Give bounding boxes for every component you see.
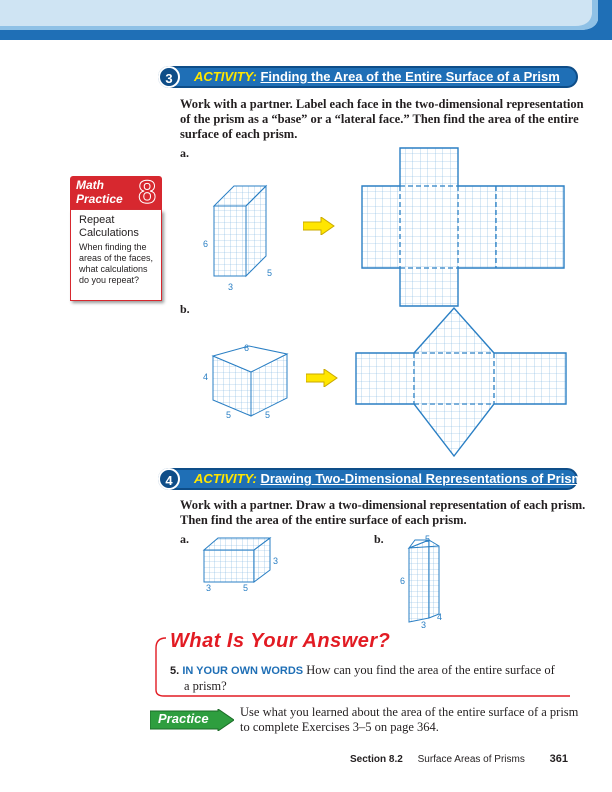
- math-practice-number: 8: [138, 174, 156, 210]
- activity-3-keyword: ACTIVITY:: [194, 69, 257, 84]
- activity-3-number: 3: [158, 66, 180, 88]
- dim-4b-side: 4: [437, 612, 443, 622]
- activity-3-instructions-line1: Work with a partner. Label each face in the two-dimensional representation: [180, 97, 584, 111]
- dim-4a-length: 5: [243, 583, 249, 593]
- practice-button-label: Practice: [158, 711, 209, 726]
- activity-4-instructions-line1: Work with a partner. Draw a two-dimensional representation of each prism.: [180, 498, 586, 512]
- dim-4a-depth: 3: [206, 583, 212, 593]
- dim-3a-width: 3: [228, 282, 234, 292]
- math-practice-header: [70, 176, 162, 210]
- activity-3-part-a-label: a.: [180, 146, 189, 160]
- math-practice-description: When finding the areas of the faces, what calculations do you repeat?: [79, 242, 154, 285]
- what-is-your-answer-section: [152, 630, 572, 702]
- activity-4-instructions-line2: Then find the area of the entire surface of each prism.: [180, 513, 467, 527]
- footer-title: Surface Areas of Prisms: [417, 754, 525, 765]
- activity-3a-net: [360, 146, 566, 308]
- wiya-title: What Is Your Answer?: [170, 630, 391, 652]
- dim-3a-depth: 5: [267, 268, 273, 278]
- practice-text: [240, 705, 580, 735]
- activity-3b-net: [354, 306, 568, 458]
- page-footer: [350, 753, 568, 765]
- question-5-text-line1: How can you find the area of the entire surface of: [306, 663, 555, 677]
- activity-4-title-text: Drawing Two-Dimensional Representations of Prisms: [260, 471, 591, 486]
- dim-4b-top: 5: [425, 534, 431, 544]
- math-practice-subtitle-line2: Calculations: [79, 227, 139, 239]
- math-practice-title-line2: Practice: [76, 192, 123, 206]
- question-5-text-line2: a prism?: [184, 679, 227, 693]
- activity-3b-prism: [205, 342, 295, 422]
- top-banner: [0, 0, 612, 46]
- math-practice-subtitle: [79, 214, 139, 240]
- math-practice-subtitle-line1: Repeat: [79, 214, 115, 226]
- activity-4-title: [194, 471, 590, 486]
- question-5-keyword: IN YOUR OWN WORDS: [182, 665, 304, 677]
- activity-3-instructions-line2: of the prism as a “base” or a “lateral face.” Then find the area of the entire: [180, 112, 579, 126]
- dim-4b-height: 6: [400, 576, 406, 586]
- arrow-icon-3a: [303, 217, 335, 235]
- activity-4a-prism: [198, 534, 278, 590]
- dim-3b-left: 5: [226, 410, 232, 420]
- dim-3b-top: 6: [244, 343, 250, 353]
- activity-3-title-text: Finding the Area of the Entire Surface of a Prism: [260, 69, 560, 84]
- practice-text-line2: to complete Exercises 3–5 on page 364.: [240, 720, 439, 734]
- footer-section: Section 8.2: [350, 754, 403, 765]
- activity-4-header: [158, 468, 591, 490]
- activity-4-number: 4: [158, 468, 180, 490]
- math-practice-box: [70, 176, 162, 302]
- math-practice-body: [70, 210, 162, 301]
- dim-4b-width: 3: [421, 620, 427, 630]
- question-5-number: 5.: [170, 665, 180, 677]
- activity-3-header: [158, 66, 578, 88]
- activity-4-part-a-label: a.: [180, 532, 189, 546]
- question-5: [170, 662, 570, 694]
- activity-3a-prism: [200, 180, 300, 290]
- math-practice-title-line1: Math: [76, 178, 104, 192]
- activity-4-instructions: [180, 498, 590, 528]
- dim-3a-height: 6: [203, 239, 209, 249]
- practice-button[interactable]: [150, 709, 234, 731]
- arrow-icon-3b: [306, 369, 338, 387]
- dim-4a-height: 3: [273, 556, 279, 566]
- activity-3-instructions-line3: surface of each prism.: [180, 127, 298, 141]
- practice-text-line1: Use what you learned about the area of the entire surface of a prism: [240, 705, 579, 719]
- activity-4-keyword: ACTIVITY:: [194, 471, 257, 486]
- dim-3b-right: 5: [265, 410, 271, 420]
- footer-page-number: 361: [549, 753, 568, 765]
- activity-4-part-b-label: b.: [374, 532, 384, 546]
- activity-3-part-b-label: b.: [180, 302, 190, 316]
- activity-3-title: [194, 69, 560, 84]
- math-practice-title: [76, 178, 132, 206]
- activity-3-instructions: [180, 97, 590, 142]
- dim-3b-height: 4: [203, 372, 209, 382]
